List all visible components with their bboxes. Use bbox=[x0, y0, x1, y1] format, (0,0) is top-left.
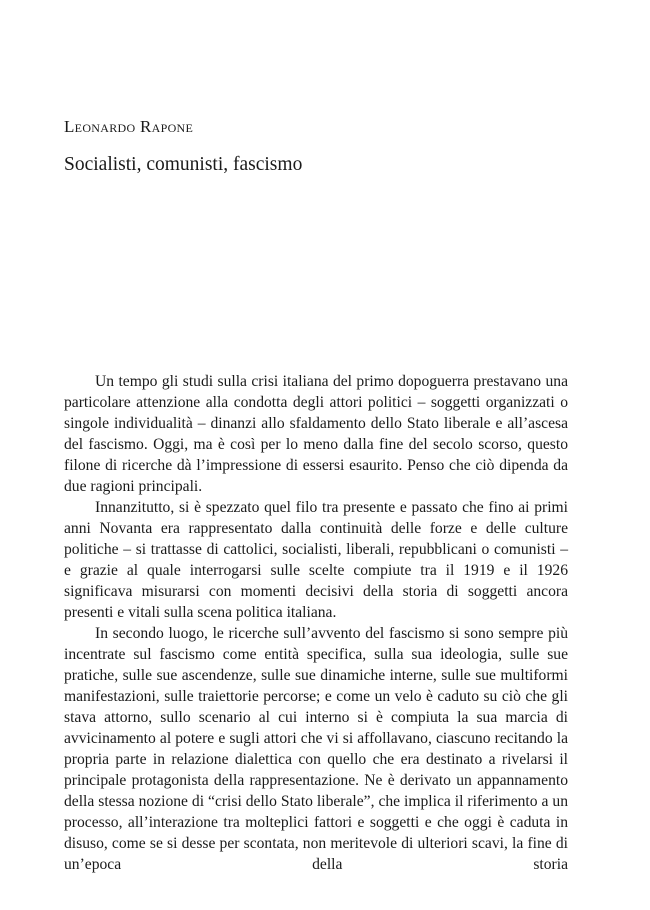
body-text bbox=[64, 371, 568, 875]
author-name: Leonardo Rapone bbox=[64, 117, 194, 136]
paragraph: Innanzitutto, si è spezzato quel filo tra presente e passato che fino ai primi anni Novanta era rappresentato dalla continuità delle forze e delle culture politiche – si trattasse di cattolici, socialisti, liberali, repubblicani o comunisti – e grazie al quale interrogarsi sulle scelte compiute tra il 1919 e il 1926 significava misurarsi con momenti decisivi della storia di soggetti ancora presenti e vitali sulla scena politica italiana. bbox=[64, 499, 568, 621]
chapter-title: Socialisti, comunisti, fascismo bbox=[64, 154, 303, 175]
paragraph: In secondo luogo, le ricerche sull’avvento del fascismo si sono sempre più incentrate sul fascismo come entità specifica, sulla sua ideologia, sulle sue pratiche, sulle sue ascendenze, sulle sue dinamiche interne, sulle sue multiformi manifestazioni, sulle traiettorie percorse; e come un velo è caduto su ciò che gli stava attorno, sullo scenario al cui interno si è compiuta la sua marcia di avvicinamento al potere e sugli attori che vi si affollavano, ciascuno recitando la propria parte in relazione dialettica con quello che era destinato a rivelarsi il principale protagonista della rappresentazione. Ne è derivato un appannamento della stessa nozione di “crisi dello Stato liberale”, che implica il riferimento a un processo, all’interazione tra molteplici fattori e soggetti e che oggi è caduta in disuso, come se si desse per scontata, non meritevole di ulteriori scavi, la fine di un’epoca della storia bbox=[64, 625, 568, 873]
paragraph: Un tempo gli studi sulla crisi italiana del primo dopoguerra prestavano una particolare attenzione alla condotta degli attori politici – soggetti organizzati o singole individualità – dinanzi allo sfaldamento dello Stato liberale e all’ascesa del fascismo. Oggi, ma è così per lo meno dalla fine del secolo scorso, questo filone di ricerche dà l’impressione di essersi esaurito. Penso che ciò dipenda da due ragioni principali. bbox=[64, 373, 568, 495]
